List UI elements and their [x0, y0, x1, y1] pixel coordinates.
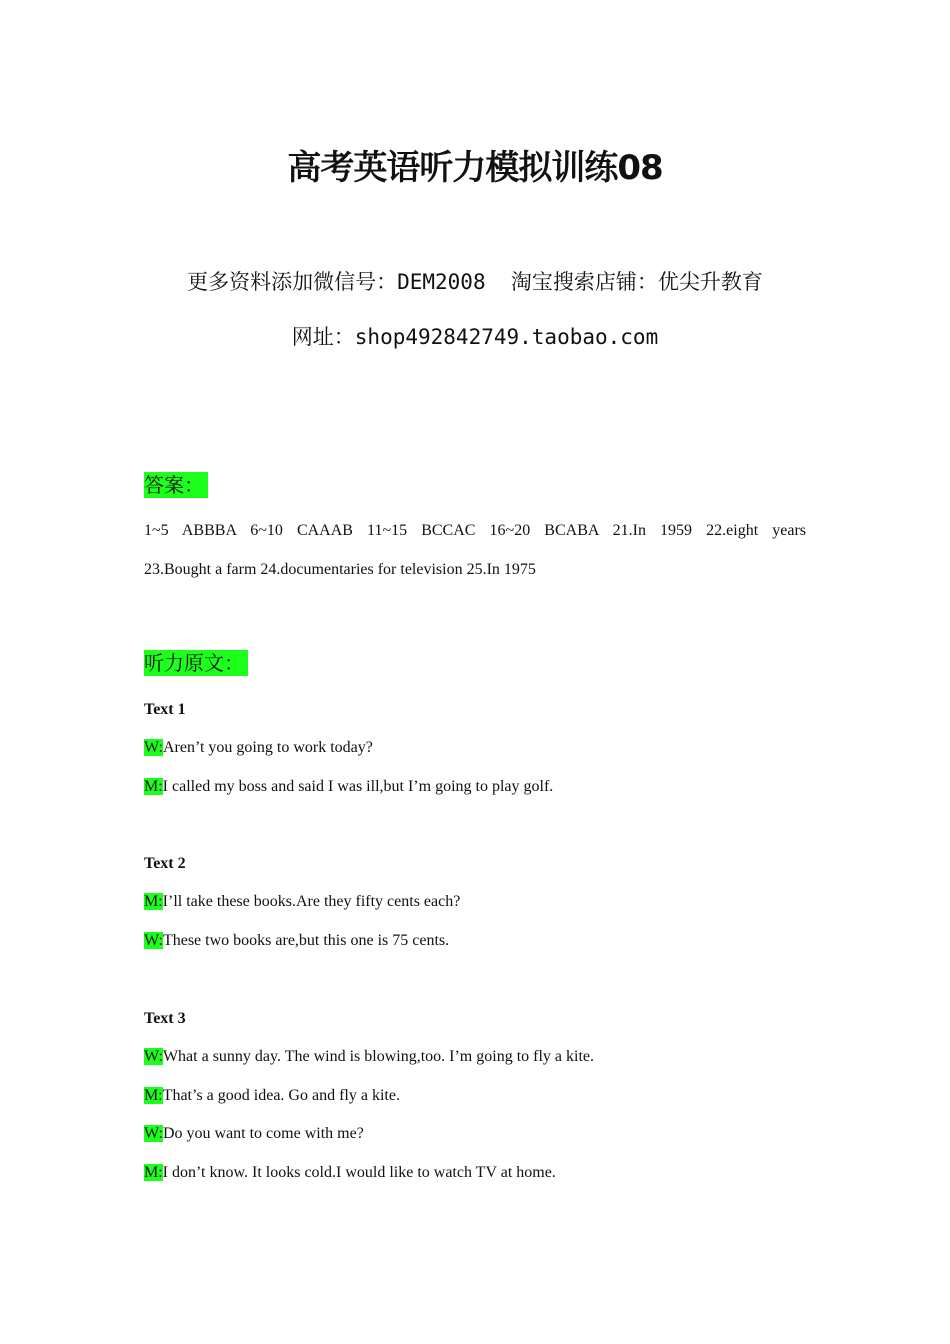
- dialogue-text: These two books are,but this one is 75 cents.: [162, 932, 450, 949]
- dialogue-text: I don’t know. It looks cold.I would like to watch TV at home.: [162, 1164, 556, 1181]
- dialogue-text: That’s a good idea. Go and fly a kite.: [162, 1087, 400, 1104]
- text-3-title: Text 3: [144, 1010, 186, 1027]
- dialogue-line: [144, 893, 460, 911]
- transcript-heading: 听力原文：: [144, 650, 248, 676]
- speaker-label: W:: [144, 932, 163, 949]
- answers-line-1: 1~5 ABBBA 6~10 CAAAB 11~15 BCCAC 16~20 BCABA 21.In 1959 22.eight years: [144, 522, 806, 539]
- speaker-label: M:: [144, 1087, 163, 1104]
- document-title: 高考英语听力模拟训练08: [287, 148, 663, 188]
- speaker-label: W:: [144, 739, 163, 756]
- dialogue-line: [144, 1164, 556, 1182]
- dialogue-line: [144, 778, 553, 796]
- dialogue-text: I’ll take these books.Are they fifty cents each?: [162, 893, 461, 910]
- dialogue-line: [144, 1125, 364, 1143]
- speaker-label: W:: [144, 1048, 163, 1065]
- speaker-label: M:: [144, 893, 163, 910]
- text-1-title: Text 1: [144, 701, 186, 718]
- contact-line: 更多资料添加微信号：DEM2008 淘宝搜索店铺：优尖升教育: [187, 270, 763, 294]
- text-2-title: Text 2: [144, 855, 186, 872]
- speaker-label: M:: [144, 1164, 163, 1181]
- speaker-label: W:: [144, 1125, 163, 1142]
- website-line: 网址：shop492842749.taobao.com: [291, 325, 659, 349]
- dialogue-line: [144, 932, 449, 950]
- answers-line-2: 23.Bought a farm 24.documentaries for television 25.In 1975: [144, 561, 536, 578]
- dialogue-text: Aren’t you going to work today?: [162, 739, 373, 756]
- answers-heading: 答案：: [144, 472, 208, 498]
- speaker-label: M:: [144, 778, 163, 795]
- dialogue-text: I called my boss and said I was ill,but I’m going to play golf.: [162, 778, 554, 795]
- dialogue-line: [144, 1048, 594, 1066]
- dialogue-text: Do you want to come with me?: [162, 1125, 364, 1142]
- dialogue-line: [144, 1087, 400, 1105]
- dialogue-line: [144, 739, 373, 757]
- dialogue-text: What a sunny day. The wind is blowing,too. I’m going to fly a kite.: [162, 1048, 594, 1065]
